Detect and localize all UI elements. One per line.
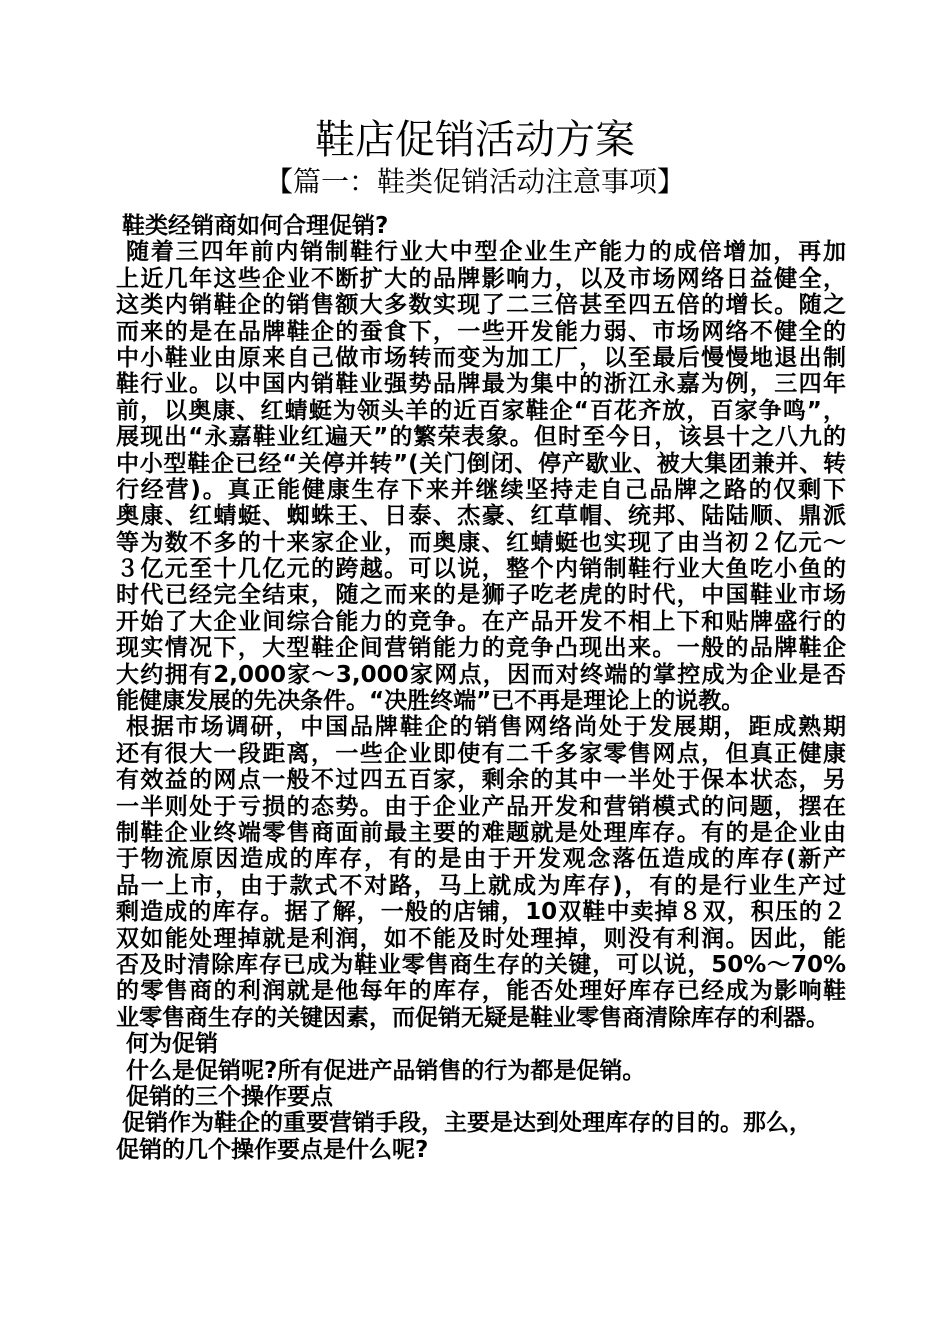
body-line: 有效益的网点一般不过四五百家，剩余的其中一半处于保本状态，另 bbox=[116, 767, 846, 794]
body-line: 展现出“永嘉鞋业红遍天”的繁荣表象。但时至今日，该县十之八九的 bbox=[116, 424, 846, 451]
body-line: 而来的是在品牌鞋企的蚕食下，一些开发能力弱、市场网络不健全的 bbox=[116, 318, 846, 345]
body-line: 随着三四年前内销制鞋行业大中型企业生产能力的成倍增加，再加 bbox=[126, 239, 846, 266]
body-line: 品一上市，由于款式不对路，马上就成为库存)，有的是行业生产过 bbox=[116, 872, 846, 899]
body-line: 否及时清除库存已成为鞋业零售商生存的关键，可以说，50%～70% bbox=[116, 951, 846, 978]
document-title: 鞋店促销活动方案 bbox=[315, 117, 635, 163]
body-line: 能健康发展的先决条件。“决胜终端”已不再是理论上的说教。 bbox=[116, 688, 745, 715]
body-line: 前，以奥康、红蜻蜓为领头羊的近百家鞋企“百花齐放，百家争鸣”， bbox=[116, 397, 846, 424]
body-line: 双如能处理掉就是利润，如不能及时处理掉，则没有利润。因此，能 bbox=[116, 925, 846, 952]
body-line: 时代已经完全结束，随之而来的是狮子吃老虎的时代，中国鞋业市场 bbox=[116, 582, 846, 609]
document-subtitle: 【篇一：鞋类促销活动注意事项】 bbox=[264, 165, 685, 198]
body-line: 制鞋企业终端零售商面前最主要的难题就是处理库存。有的是企业由 bbox=[116, 819, 846, 846]
body-line: 剩造成的库存。据了解，一般的店铺，10双鞋中卖掉８双，积压的２ bbox=[116, 899, 846, 926]
body-line: 什么是促销呢?所有促进产品销售的行为都是促销。 bbox=[126, 1057, 646, 1084]
body-line: ３亿元至十几亿元的跨越。可以说，整个内销制鞋行业大鱼吃小鱼的 bbox=[116, 556, 846, 583]
document-body bbox=[116, 213, 846, 1163]
body-line: 何为促销 bbox=[126, 1031, 218, 1058]
body-line: 中小鞋业由原来自己做市场转而变为加工厂，以至最后慢慢地退出制 bbox=[116, 344, 846, 371]
body-line: 这类内销鞋企的销售额大多数实现了二三倍甚至四五倍的增长。随之 bbox=[116, 292, 846, 319]
body-line: 上近几年这些企业不断扩大的品牌影响力，以及市场网络日益健全， bbox=[116, 265, 846, 292]
body-line: 促销作为鞋企的重要营销手段，主要是达到处理库存的目的。那么， bbox=[122, 1110, 812, 1137]
body-line: 根据市场调研，中国品牌鞋企的销售网络尚处于发展期，距成熟期 bbox=[126, 714, 846, 741]
body-line: 奥康、红蜻蜓、蜘蛛王、日泰、杰豪、红草帽、统邦、陆陆顺、鼎派 bbox=[116, 503, 846, 530]
body-line: 等为数不多的十来家企业，而奥康、红蜻蜓也实现了由当初２亿元～ bbox=[116, 529, 846, 556]
body-line: 于物流原因造成的库存，有的是由于开发观念落伍造成的库存(新产 bbox=[116, 846, 846, 873]
body-line: 业零售商生存的关键因素，而促销无疑是鞋业零售商清除库存的利器。 bbox=[116, 1004, 829, 1031]
body-line: 行经营)。真正能健康生存下来并继续坚持走自己品牌之路的仅剩下 bbox=[116, 476, 846, 503]
body-line: 促销的几个操作要点是什么呢? bbox=[116, 1136, 429, 1163]
body-line: 开始了大企业间综合能力的竞争。在产品开发不相上下和贴牌盛行的 bbox=[116, 608, 846, 635]
body-line: 鞋行业。以中国内销鞋业强势品牌最为集中的浙江永嘉为例，三四年 bbox=[116, 371, 846, 398]
body-line: 促销的三个操作要点 bbox=[126, 1083, 333, 1110]
body-line: 现实情况下，大型鞋企间营销能力的竞争凸现出来。一般的品牌鞋企 bbox=[116, 635, 846, 662]
body-line: 大约拥有2,000家～3,000家网点，因而对终端的掌控成为企业是否 bbox=[116, 661, 846, 688]
body-line: 一半则处于亏损的态势。由于企业产品开发和营销模式的问题，摆在 bbox=[116, 793, 846, 820]
body-line: 的零售商的利润就是他每年的库存，能否处理好库存已经成为影响鞋 bbox=[116, 978, 846, 1005]
body-line: 鞋类经销商如何合理促销? bbox=[122, 213, 389, 239]
body-line: 还有很大一段距离，一些企业即使有二千多家零售网点，但真正健康 bbox=[116, 740, 846, 767]
body-line: 中小型鞋企已经“关停并转”(关门倒闭、停产歇业、被大集团兼并、转 bbox=[116, 450, 846, 477]
